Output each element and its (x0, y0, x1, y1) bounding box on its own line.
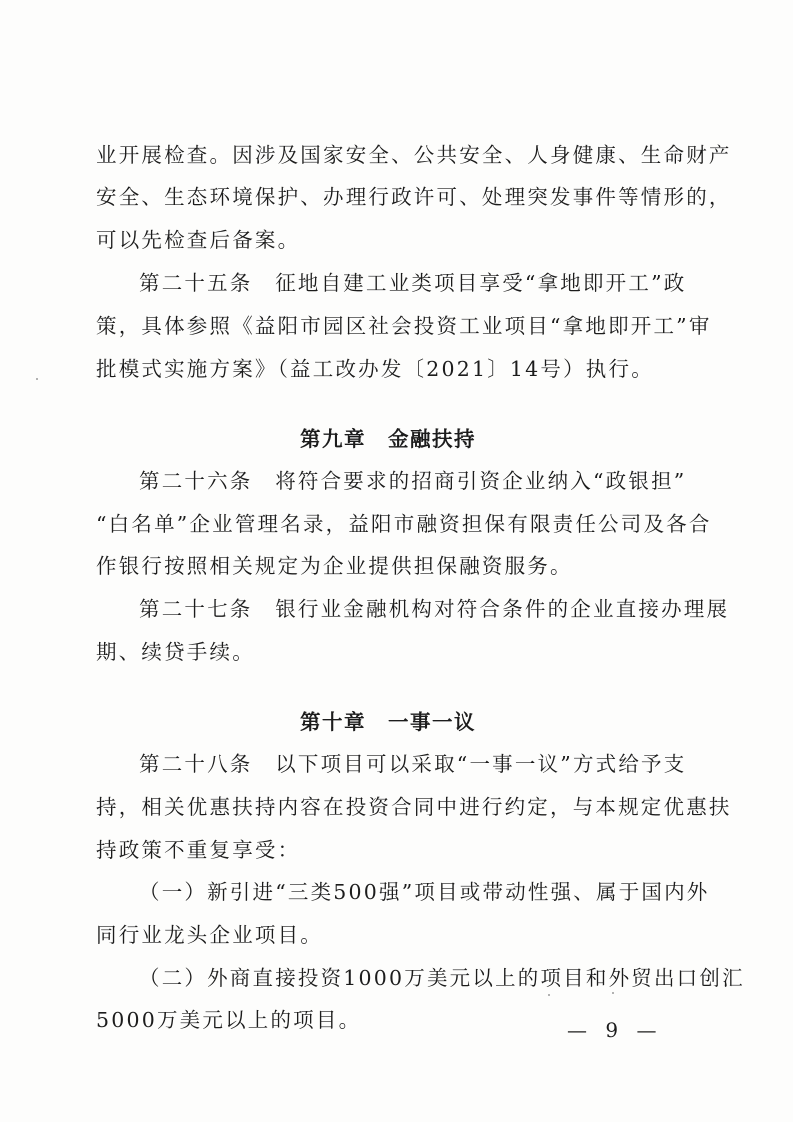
chapter-number: 第九章 (300, 427, 366, 451)
article-28-line: 第二十八条 以下项目可以采取“一事一议”方式给予支 (139, 752, 687, 776)
paragraph-line: 5000万美元以上的项目。 (96, 1008, 362, 1032)
paragraph-line: “白名单”企业管理名录，益阳市融资担保有限责任公司及各合 (96, 512, 712, 536)
paragraph-line: 批模式实施方案》（益工改办发〔2021〕14号）执行。 (96, 357, 654, 381)
paragraph-line: 作银行按照相关规定为企业提供担保融资服务。 (96, 554, 573, 578)
paragraph-line: 业开展检查。因涉及国家安全、公共安全、人身健康、生命财产 (96, 143, 732, 167)
chapter-heading (300, 425, 476, 453)
chapter-heading (300, 708, 476, 736)
paragraph-line: 同行业龙头企业项目。 (96, 923, 323, 947)
chapter-number: 第十章 (300, 710, 366, 734)
paragraph-line: 策，具体参照《益阳市园区社会投资工业项目“拿地即开工”审 (96, 314, 712, 338)
chapter-title: 一事一议 (388, 710, 476, 734)
paragraph-line: 可以先检查后备案。 (96, 228, 301, 252)
list-item-line: （二）外商直接投资1000万美元以上的项目和外贸出口创汇 (139, 966, 745, 990)
paragraph-line: 持，相关优惠扶持内容在投资合同中进行约定，与本规定优惠扶 (96, 795, 732, 819)
chapter-title: 金融扶持 (388, 427, 476, 451)
scan-speck (36, 378, 38, 380)
scan-speck (612, 992, 614, 994)
article-25-line: 第二十五条 征地自建工业类项目享受“拿地即开工”政 (139, 271, 687, 295)
paragraph-line: 持政策不重复享受： (96, 838, 301, 862)
paragraph-line: 期、续贷手续。 (96, 640, 255, 664)
article-27-line: 第二十七条 银行业金融机构对符合条件的企业直接办理展 (139, 597, 730, 621)
list-item-line: （一）新引进“三类500强”项目或带动性强、属于国内外 (139, 880, 710, 904)
paragraph-line: 安全、生态环境保护、办理行政许可、处理突发事件等情形的， (96, 185, 732, 209)
article-26-line: 第二十六条 将符合要求的招商引资企业纳入“政银担” (139, 469, 687, 493)
scan-speck (548, 994, 550, 996)
page-number: — 9 — (567, 1018, 663, 1042)
